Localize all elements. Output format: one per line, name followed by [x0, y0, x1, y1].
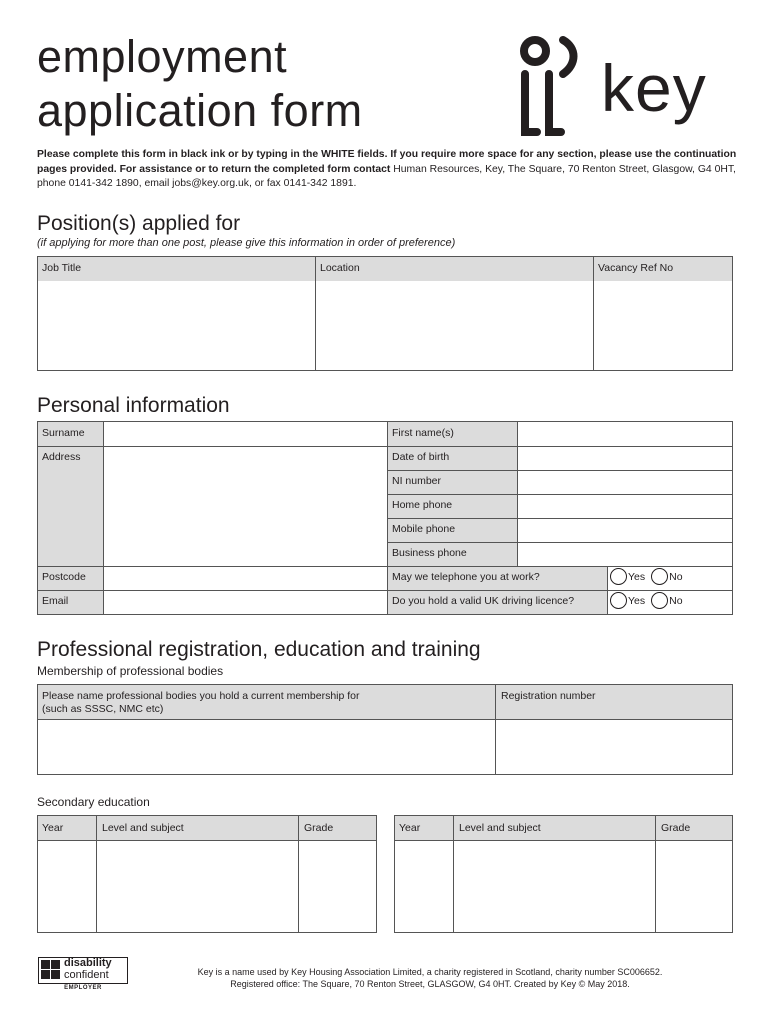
footer-text	[150, 966, 710, 990]
dob-field[interactable]	[519, 448, 730, 469]
surname-field[interactable]	[105, 423, 385, 445]
home-phone-label: Home phone	[392, 499, 453, 511]
mobile-phone-label: Mobile phone	[392, 523, 456, 535]
dob-label: Date of birth	[392, 451, 450, 463]
title-line-2: application form	[37, 85, 363, 136]
no-label: No	[669, 570, 683, 583]
telephone-work-yes-radio[interactable]	[610, 568, 627, 585]
mobile-phone-field[interactable]	[519, 520, 730, 541]
postcode-field[interactable]	[105, 568, 385, 589]
telephone-work-no-radio[interactable]	[651, 568, 668, 585]
telephone-work-options	[610, 568, 689, 586]
business-phone-label: Business phone	[392, 547, 467, 559]
year-field[interactable]	[40, 843, 94, 930]
col-grade: Grade	[661, 822, 691, 834]
membership-col-registration: Registration number	[501, 690, 596, 702]
location-field[interactable]	[318, 283, 591, 369]
badge-square-icon	[51, 970, 60, 979]
secondary-table-right	[394, 815, 733, 933]
col-job-title: Job Title	[42, 262, 82, 274]
form-title	[37, 30, 363, 138]
badge-line1: disability	[64, 957, 112, 969]
personal-table	[37, 421, 733, 615]
postcode-label: Postcode	[42, 571, 86, 583]
badge-line3: EMPLOYER	[64, 985, 102, 991]
membership-col-bodies	[38, 685, 364, 716]
address-label: Address	[42, 451, 81, 463]
col-level-subject: Level and subject	[459, 822, 541, 834]
yes-label: Yes	[628, 594, 646, 607]
divider	[38, 719, 732, 720]
divider	[298, 816, 299, 932]
driving-licence-yes-radio[interactable]	[610, 592, 627, 609]
badge-square-icon	[51, 960, 60, 969]
badge-square-icon	[41, 970, 50, 979]
registration-number-field[interactable]	[498, 722, 730, 772]
no-label: No	[669, 594, 683, 607]
grade-field[interactable]	[301, 843, 374, 930]
divider	[38, 566, 732, 567]
driving-licence-label: Do you hold a valid UK driving licence?	[392, 595, 575, 607]
professional-heading: Professional registration, education and training	[37, 638, 481, 661]
membership-col-bodies-line2: (such as SSSC, NMC etc)	[42, 703, 164, 715]
divider	[655, 816, 656, 932]
ni-number-field[interactable]	[519, 472, 730, 493]
positions-table	[37, 256, 733, 371]
badge-square-icon	[41, 960, 50, 969]
col-grade: Grade	[304, 822, 334, 834]
level-subject-field[interactable]	[456, 843, 653, 930]
driving-licence-options	[610, 592, 689, 610]
professional-bodies-field[interactable]	[40, 722, 492, 772]
secondary-table-left	[37, 815, 377, 933]
email-label: Email	[42, 595, 69, 607]
title-line-1: employment	[37, 31, 288, 82]
business-phone-field[interactable]	[519, 544, 730, 565]
badge-line2: confident	[64, 969, 109, 981]
disability-confident-badge	[37, 955, 129, 993]
intro-bold-text: Please complete this form in black ink or by typing in the WHITE fields. If you require more space for any section, please use the continuation pages provided. For assistance or to return the completed form contact	[37, 149, 737, 175]
divider	[103, 422, 104, 614]
footer-line2: Registered office: The Square, 70 Renton Street, GLASGOW, G4 0HT. Created by Key © May 2018.	[230, 979, 630, 989]
col-year: Year	[42, 822, 64, 834]
home-phone-field[interactable]	[519, 496, 730, 517]
divider	[395, 840, 732, 841]
surname-label: Surname	[42, 427, 85, 439]
ni-number-label: NI number	[392, 475, 442, 487]
intro-contact-text: Human Resources, Key, The Square, 70 Renton Street, Glasgow, G4 0HT, phone 0141-342 1890, email jobs@key.org.uk, or fax 0141-342 1891.	[37, 163, 736, 189]
membership-heading: Membership of professional bodies	[37, 664, 224, 678]
footer-line1: Key is a name used by Key Housing Association Limited, a charity registered in Scotland, charity number SC006652.	[197, 967, 663, 977]
positions-note: (if applying for more than one post, please give this information in order of preference)	[37, 237, 456, 249]
intro-text	[37, 148, 737, 192]
job-title-field[interactable]	[40, 283, 313, 369]
vacancy-ref-field[interactable]	[596, 283, 730, 369]
first-name-field[interactable]	[519, 423, 730, 445]
divider	[38, 590, 732, 591]
first-name-label: First name(s)	[392, 427, 454, 439]
positions-heading: Position(s) applied for	[37, 212, 241, 235]
divider	[38, 446, 388, 447]
divider	[96, 816, 97, 932]
logo-text: key	[601, 51, 707, 125]
divider	[495, 685, 496, 774]
address-field[interactable]	[105, 448, 385, 565]
telephone-work-label: May we telephone you at work?	[392, 571, 540, 583]
col-vacancy-ref: Vacancy Ref No	[598, 262, 674, 274]
yes-label: Yes	[628, 570, 646, 583]
personal-heading: Personal information	[37, 394, 230, 417]
col-year: Year	[399, 822, 421, 834]
secondary-heading: Secondary education	[37, 795, 150, 809]
divider	[38, 840, 376, 841]
key-logo	[505, 34, 740, 144]
col-location: Location	[320, 262, 360, 274]
year-field[interactable]	[397, 843, 451, 930]
driving-licence-no-radio[interactable]	[651, 592, 668, 609]
divider	[315, 257, 316, 370]
col-level-subject: Level and subject	[102, 822, 184, 834]
membership-table	[37, 684, 733, 775]
membership-col-bodies-line1: Please name professional bodies you hold a current membership for	[42, 690, 360, 702]
level-subject-field[interactable]	[99, 843, 296, 930]
divider	[593, 257, 594, 370]
email-field[interactable]	[105, 592, 385, 613]
divider	[453, 816, 454, 932]
grade-field[interactable]	[658, 843, 730, 930]
